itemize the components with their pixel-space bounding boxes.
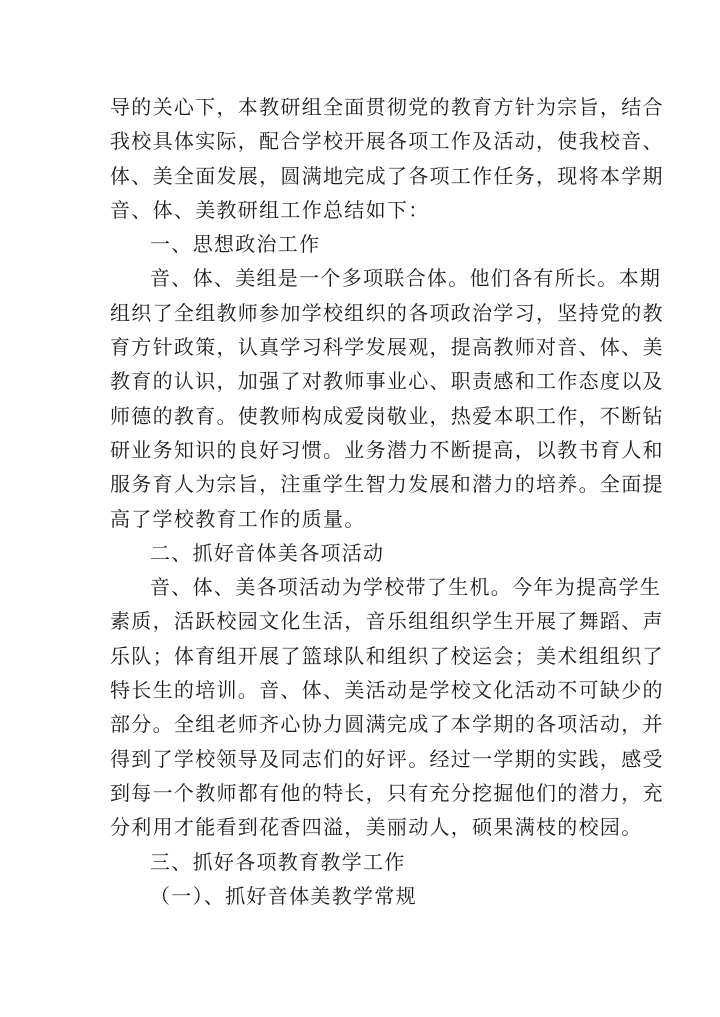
text-line: 教育的认识，加强了对教师事业心、职责感和工作态度以及	[110, 369, 664, 394]
text-line: 到每一个教师都有他的特长，只有充分挖掘他们的潜力，充	[110, 780, 664, 805]
text-line: 音、体、美教研组工作总结如下：	[110, 197, 430, 222]
text-line: 体、美全面发展，圆满地完成了各项工作任务，现将本学期	[110, 163, 664, 188]
subsection-heading: （一）、抓好音体美教学常规	[150, 883, 417, 908]
section-heading: 二、抓好音体美各项活动	[150, 540, 385, 565]
text-line: 组织了全组教师参加学校组织的各项政治学习，坚持党的教	[110, 300, 664, 325]
text-line: 高了学校教育工作的质量。	[110, 506, 366, 531]
section-heading: 三、抓好各项教育教学工作	[150, 849, 406, 874]
text-line: 素质，活跃校园文化生活，音乐组组织学生开展了舞蹈、声	[110, 609, 664, 634]
text-line: 分利用才能看到花香四溢，美丽动人，硕果满枝的校园。	[110, 815, 643, 840]
section-heading: 一、思想政治工作	[150, 232, 321, 257]
text-line: 育方针政策，认真学习科学发展观，提高教师对音、体、美	[110, 335, 664, 360]
text-line: 我校具体实际，配合学校开展各项工作及活动，使我校音、	[110, 129, 664, 154]
text-line: 音、体、美各项活动为学校带了生机。今年为提高学生	[150, 575, 662, 600]
text-line: 乐队；体育组开展了篮球队和组织了校运会；美术组组织了	[110, 643, 664, 668]
text-line: 服务育人为宗旨，注重学生智力发展和潜力的培养。全面提	[110, 472, 664, 497]
text-line: 研业务知识的良好习惯。业务潜力不断提高，以教书育人和	[110, 437, 664, 462]
text-line: 导的关心下，本教研组全面贯彻党的教育方针为宗旨，结合	[110, 95, 664, 119]
text-line: 得到了学校领导及同志们的好评。经过一学期的实践，感受	[110, 746, 664, 771]
text-line: 师德的教育。使教师构成爱岗敬业，热爱本职工作，不断钻	[110, 403, 664, 428]
text-line: 部分。全组老师齐心协力圆满完成了本学期的各项活动，并	[110, 712, 664, 737]
body-text	[110, 90, 664, 913]
text-line: 特长生的培训。音、体、美活动是学校文化活动不可缺少的	[110, 678, 664, 703]
text-line: 音、体、美组是一个多项联合体。他们各有所长。本期	[150, 266, 662, 291]
